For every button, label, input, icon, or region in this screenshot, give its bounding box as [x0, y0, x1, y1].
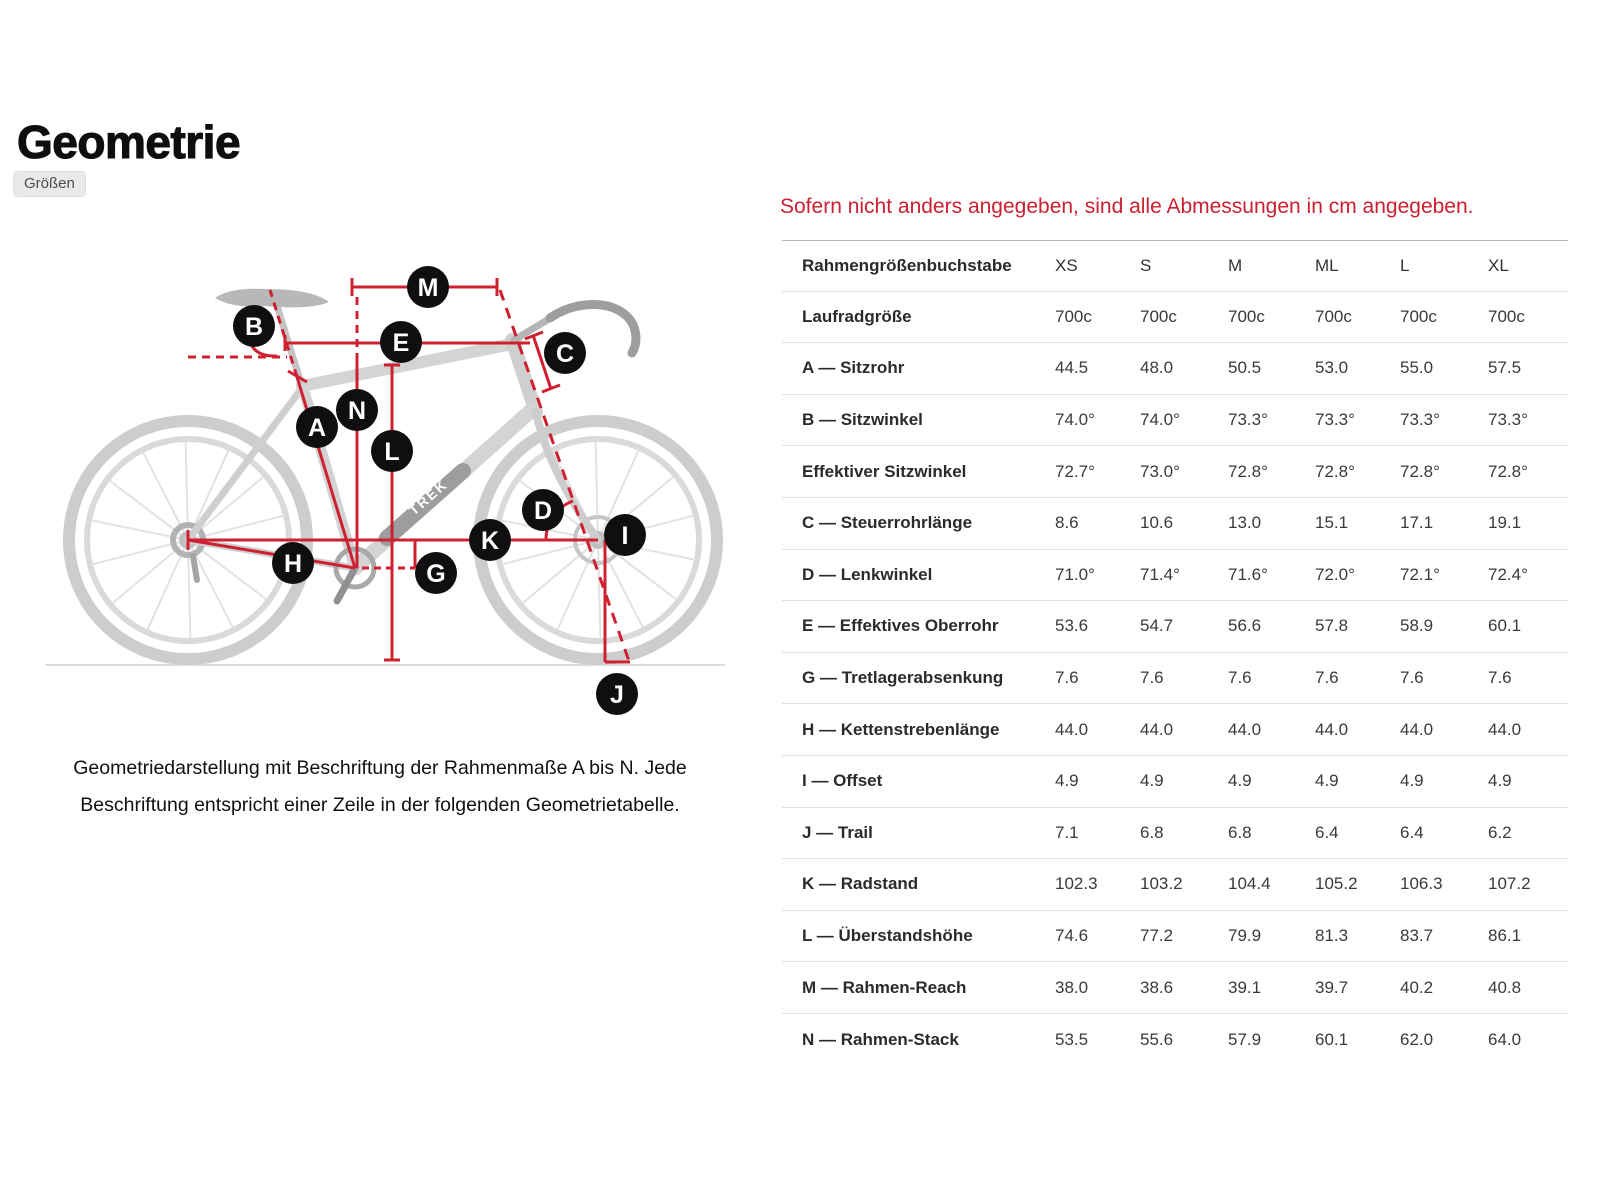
measure-label-D [522, 489, 564, 531]
row-label: H — Kettenstrebenlänge [802, 719, 1000, 739]
table-cell: 53.6 [1055, 616, 1089, 636]
measure-label-K [469, 519, 511, 561]
table-cell: 74.0° [1140, 410, 1180, 430]
table-cell: 71.0° [1055, 564, 1095, 584]
geometry-diagram [30, 240, 730, 720]
table-row [782, 756, 1568, 808]
table-cell: 104.4 [1228, 874, 1271, 894]
table-cell: 7.6 [1488, 668, 1512, 688]
table-cell: 57.9 [1228, 1029, 1262, 1049]
measure-label-M [407, 266, 449, 308]
table-cell: 39.1 [1228, 977, 1262, 997]
svg-text:B: B [244, 313, 264, 341]
measure-label-B [233, 305, 275, 347]
table-cell: 44.0 [1488, 719, 1522, 739]
table-cell: 6.4 [1315, 822, 1339, 842]
table-cell: 700c [1315, 306, 1352, 326]
table-cell: 4.9 [1055, 771, 1079, 791]
table-cell: 72.8° [1315, 461, 1355, 481]
diagram-caption [20, 750, 740, 824]
table-cell: 86.1 [1488, 926, 1522, 946]
table-cell: 50.5 [1228, 358, 1262, 378]
table-cell: 73.3° [1488, 410, 1528, 430]
measure-label-J [596, 673, 638, 715]
svg-text:J: J [610, 681, 624, 709]
svg-text:M: M [417, 274, 439, 302]
svg-text:D: D [533, 497, 553, 525]
table-cell: 72.7° [1055, 461, 1095, 481]
bike-geometry-illustration [30, 240, 730, 720]
table-cell: 71.6° [1228, 564, 1268, 584]
table-cell: 102.3 [1055, 874, 1098, 894]
table-cell: 106.3 [1400, 874, 1443, 894]
row-label: I — Offset [802, 771, 883, 791]
table-cell: 83.7 [1400, 926, 1434, 946]
page-title: Geometrie [17, 116, 241, 168]
table-cell: 7.6 [1140, 668, 1164, 688]
table-cell: 44.0 [1140, 719, 1174, 739]
svg-text:H: H [283, 550, 303, 578]
measure-label-N [336, 389, 378, 431]
table-cell: 72.4° [1488, 564, 1528, 584]
table-cell: 4.9 [1488, 771, 1512, 791]
table-cell: 6.4 [1400, 822, 1424, 842]
table-cell: M [1228, 255, 1243, 275]
svg-text:N: N [347, 397, 367, 425]
table-cell: 6.2 [1488, 822, 1512, 842]
row-label: D — Lenkwinkel [802, 564, 933, 584]
table-cell: 72.8° [1488, 461, 1528, 481]
table-cell: 73.3° [1228, 410, 1268, 430]
table-row [782, 704, 1568, 756]
table-cell: 58.9 [1400, 616, 1434, 636]
row-label: J — Trail [802, 822, 873, 842]
table-row [782, 395, 1568, 447]
measure-label-L [371, 430, 413, 472]
table-row [782, 498, 1568, 550]
table-cell: 105.2 [1315, 874, 1358, 894]
table-row [782, 292, 1568, 344]
table-cell: 8.6 [1055, 513, 1079, 533]
table-cell: 44.0 [1400, 719, 1434, 739]
table-cell: 7.1 [1055, 822, 1079, 842]
table-row [782, 808, 1568, 860]
table-cell: XS [1055, 255, 1078, 275]
svg-text:E: E [392, 329, 410, 357]
table-cell: 107.2 [1488, 874, 1531, 894]
table-cell: 4.9 [1315, 771, 1339, 791]
row-label: Effektiver Sitzwinkel [802, 461, 967, 481]
table-cell: 72.8° [1400, 461, 1440, 481]
table-cell: 44.0 [1228, 719, 1262, 739]
table-cell: 7.6 [1315, 668, 1339, 688]
table-cell: 60.1 [1488, 616, 1522, 636]
row-label: N — Rahmen-Stack [802, 1029, 959, 1049]
table-cell: 19.1 [1488, 513, 1522, 533]
sizes-anchor-chip[interactable]: Größen [13, 171, 86, 197]
table-cell: 4.9 [1400, 771, 1424, 791]
table-cell: 72.8° [1228, 461, 1268, 481]
table-cell: 10.6 [1140, 513, 1174, 533]
table-cell: 40.2 [1400, 977, 1434, 997]
table-cell: 72.1° [1400, 564, 1440, 584]
table-cell: 53.0 [1315, 358, 1349, 378]
svg-text:L: L [384, 438, 400, 466]
svg-text:K: K [480, 527, 500, 555]
table-cell: 7.6 [1055, 668, 1079, 688]
table-cell: 54.7 [1140, 616, 1174, 636]
table-row [782, 1014, 1568, 1066]
table-cell: 56.6 [1228, 616, 1262, 636]
table-cell: 4.9 [1140, 771, 1164, 791]
table-cell: 6.8 [1228, 822, 1252, 842]
table-cell: 700c [1488, 306, 1525, 326]
row-label: G — Tretlagerabsenkung [802, 668, 1004, 688]
table-cell: 77.2 [1140, 926, 1174, 946]
measure-label-A [296, 406, 338, 448]
row-label: K — Radstand [802, 874, 919, 894]
table-cell: ML [1315, 255, 1339, 275]
caption-line-1: Geometriedarstellung mit Beschriftung der Rahmenmaße A bis N. Jede [73, 757, 687, 779]
geometry-table [782, 240, 1568, 1066]
table-row [782, 601, 1568, 653]
table-cell: 79.9 [1228, 926, 1262, 946]
table-cell: 7.6 [1228, 668, 1252, 688]
row-label: M — Rahmen-Reach [802, 977, 967, 997]
row-label: E — Effektives Oberrohr [802, 616, 999, 636]
svg-text:C: C [555, 340, 575, 368]
table-cell: 73.3° [1315, 410, 1355, 430]
table-cell: 81.3 [1315, 926, 1349, 946]
measure-label-G [415, 552, 457, 594]
table-cell: 64.0 [1488, 1029, 1522, 1049]
table-cell: 39.7 [1315, 977, 1349, 997]
table-row [782, 550, 1568, 602]
measure-label-C [544, 332, 586, 374]
table-cell: 44.0 [1055, 719, 1089, 739]
table-cell: 6.8 [1140, 822, 1164, 842]
table-header-row [782, 240, 1568, 292]
table-cell: 4.9 [1228, 771, 1252, 791]
svg-text:I: I [621, 522, 629, 550]
svg-text:A: A [307, 414, 327, 442]
table-cell: 73.0° [1140, 461, 1180, 481]
table-cell: 38.6 [1140, 977, 1174, 997]
table-cell: 103.2 [1140, 874, 1183, 894]
table-cell: 7.6 [1400, 668, 1424, 688]
table-row [782, 343, 1568, 395]
table-cell: 57.8 [1315, 616, 1349, 636]
table-row [782, 446, 1568, 498]
table-cell: L [1400, 255, 1410, 275]
table-row [782, 962, 1568, 1014]
row-label: L — Überstandshöhe [802, 926, 973, 946]
table-cell: 74.0° [1055, 410, 1095, 430]
row-label: A — Sitzrohr [802, 358, 905, 378]
measure-label-E [380, 321, 422, 363]
table-cell: 44.5 [1055, 358, 1089, 378]
svg-text:G: G [426, 560, 446, 588]
caption-line-2: Beschriftung entspricht einer Zeile in der folgenden Geometrietabelle. [80, 794, 680, 816]
row-label: C — Steuerrohrlänge [802, 513, 973, 533]
bike-logo: TREK [405, 475, 451, 519]
table-cell: 72.0° [1315, 564, 1355, 584]
table-cell: 74.6 [1055, 926, 1089, 946]
table-cell: 62.0 [1400, 1029, 1434, 1049]
table-cell: 15.1 [1315, 513, 1349, 533]
table-cell: 13.0 [1228, 513, 1262, 533]
table-cell: 44.0 [1315, 719, 1349, 739]
table-row [782, 859, 1568, 911]
row-label: Laufradgröße [802, 306, 912, 326]
table-cell: 700c [1055, 306, 1092, 326]
table-cell: 38.0 [1055, 977, 1089, 997]
table-cell: 53.5 [1055, 1029, 1089, 1049]
table-cell: XL [1488, 255, 1509, 275]
row-label: Rahmengrößenbuchstabe [802, 255, 1012, 275]
table-cell: 71.4° [1140, 564, 1180, 584]
row-label: B — Sitzwinkel [802, 410, 923, 430]
measure-label-H [272, 542, 314, 584]
units-note: Sofern nicht anders angegeben, sind alle Abmessungen in cm angegeben. [780, 195, 1474, 218]
table-cell: 57.5 [1488, 358, 1522, 378]
measure-label-I [604, 514, 646, 556]
table-cell: 17.1 [1400, 513, 1434, 533]
table-cell: 60.1 [1315, 1029, 1349, 1049]
table-cell: S [1140, 255, 1152, 275]
table-cell: 700c [1140, 306, 1177, 326]
table-cell: 40.8 [1488, 977, 1522, 997]
table-row [782, 653, 1568, 705]
table-cell: 48.0 [1140, 358, 1174, 378]
table-cell: 700c [1400, 306, 1437, 326]
table-cell: 73.3° [1400, 410, 1440, 430]
table-cell: 55.0 [1400, 358, 1434, 378]
table-row [782, 911, 1568, 963]
table-cell: 700c [1228, 306, 1265, 326]
table-cell: 55.6 [1140, 1029, 1174, 1049]
